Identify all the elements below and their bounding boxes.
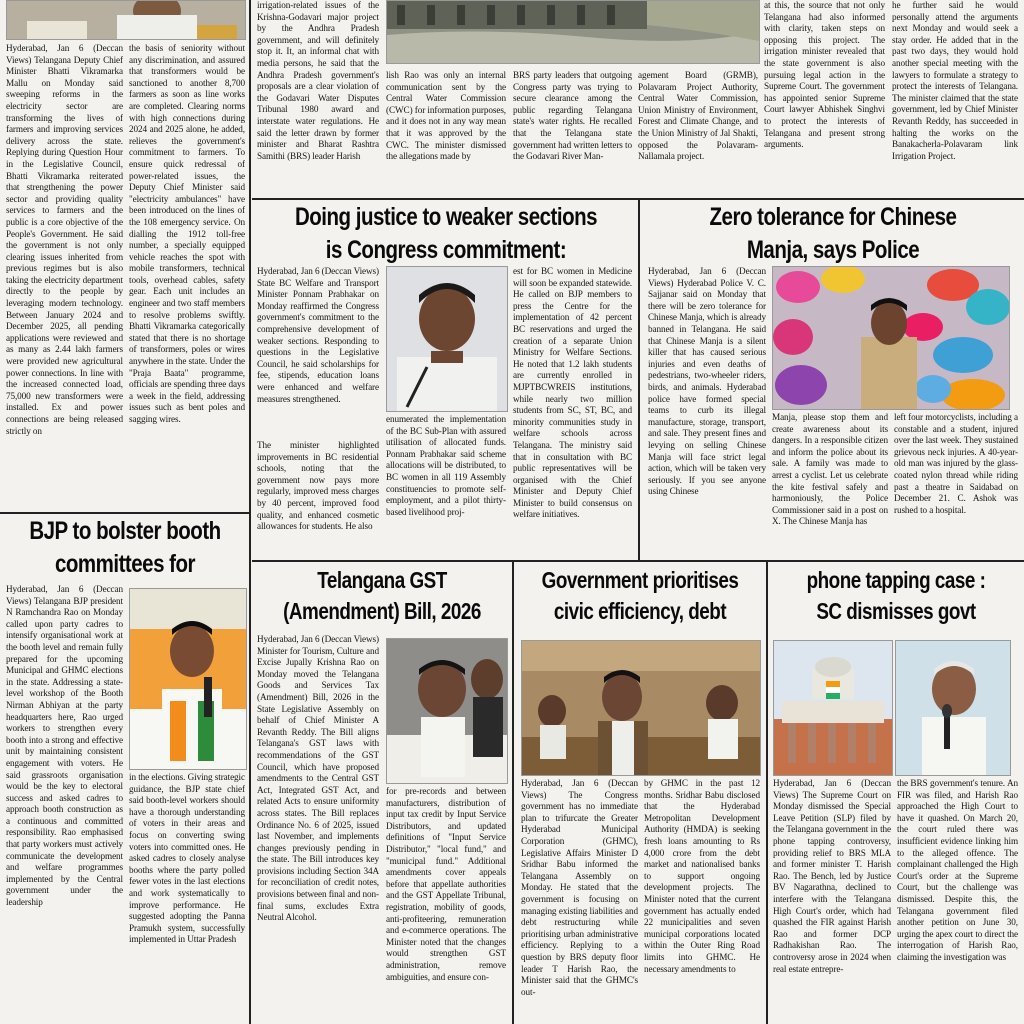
column-rule <box>638 200 640 560</box>
photo-dam-art <box>387 1 759 63</box>
manja-col-3: left four motorcyclists, including a constable and a student, injured over the last week. They sustained grievous neck injuries. A 40-year-old man was injured by the glass-coated nylon thread while riding past a theatre in Saidabad on December 21. C. Ashok was rushed to a hospital. <box>894 412 1018 515</box>
photo-minister-ponnam-art <box>387 267 507 411</box>
headline-ponnam: Doing justice to weaker sections is Congress commitment: <box>294 203 598 264</box>
headline-bjp: BJP to bolster booth committees for <box>29 517 221 578</box>
photo-dam <box>386 0 760 64</box>
bjp-col-2: in the elections. Giving strategic guidance, the BJP state chief said booth-level workers should have a thorough understanding of voters in their areas and focus on converting swing voters into committed ones. He asked cadres to closely analyse booths where the party polled fewer votes in the last elections and work systematically to improve performance. He suggested adopting the Panna Pramukh system, successfully implemented in Uttar Pradesh <box>129 772 245 945</box>
headline-manja: Zero tolerance for Chinese Manja, says Police <box>709 203 957 264</box>
photo-bjp-rao <box>129 588 247 770</box>
ponnam-col-1: Hyderabad, Jan 6 (Deccan Views) State BC Welfare and Transport Minister Ponnam Prabhakar on Monday reaffirmed the Congress government's commitment to the comprehensive development of weaker sections. Responding to questions in the Legislative Council, he said scholarships for fee, stipends, education loans were enhanced and welfare measures strengthened. <box>257 266 379 404</box>
water-story-col-3: irrigation-related issues of the Krishna-Godavari major project by the Andhra Pradesh government, and will definitely stop it. It, an informal chat with media persons, he said that the Andhra Pradesh government's proposals are a clear violation of the Godavari Water Disputes Tribunal 1980 award and interstate water regulations. He said the letter drawn by former minister and Bharat Rashtra Samithi (BRS) leader Harish <box>257 0 379 161</box>
column-rule <box>249 512 251 1024</box>
top-story-col-1: Hyderabad, Jan 6 (Deccan Views) Telangana Deputy Chief Minister Bhatti Vikramarka Mallu on Monday said sweeping reforms in the electricity sector are transforming the lives of farmers and improving services delivery across the state. Replying during Question Hour in the Legislative Council, Bhatti Vikramarka reiterated that strengthening the power sector and providing quality services to farmers and the public is a core objective of the People's Government. He said the government is not only clearing issues inherited from previous regimes but is also taking the electricity department directly to the people by leveraging modern technology. Between January 2024 and December 2025, all pending applications were reviewed and as many as 2.44 lakh farmers were provided new agricultural power connections. In line with the increased connected load, 75,000 new transformers were installed. Ex and power connections are being released strictly on <box>6 43 123 436</box>
water-story-col-4: lish Rao was only an internal communication sent by the Central Water Commission (CWC) for information purposes, and it does not in any way mean that it was approved by the CWC. The minister dismissed the allegations made by <box>386 70 506 162</box>
section-rule <box>252 560 1024 562</box>
column-rule <box>766 562 768 1024</box>
gst-col-2: for pre-records and between manufacturers, distribution of input tax credit by Input Service Distributors, and updated definitions of "Input Service Distributor," "local fund," and "municipal fund." Additional amendments cover appeals before that appellate authorities and the GST Appellate Tribunal, registration, mobility of goods, anti-profiteering, remuneration and e-commerce operations. The Minister noted that the changes would strengthen GST administration, remove ambiguities, and ensure con- <box>386 786 506 982</box>
photo-gst-minister <box>386 638 508 784</box>
photo-harish-rao <box>895 640 1011 776</box>
bjp-col-1: Hyderabad, Jan 6 (Deccan Views) Telangana BJP president N Ramchandra Rao on Monday called upon party cadres to intensify organisational work at the booth level and remain fully prepared for the upcoming Municipal and GHMC elections in the state. Addressing a state-level workshop of the Booth Nirman Abhiyan at the party headquarters here, Rao urged workers to strengthen every booth into a strong and effective unit by maintaining consistent engagement with voters. He said grassroots organisation would be the key to electoral success and asked cadres to approach booth construction as a continuous and committed responsibility. Rao emphasised that party workers must actively communicate the development and welfare programmes implemented by the Central government under the leadership <box>6 584 123 908</box>
column-rule <box>249 0 251 512</box>
column-rule <box>512 562 514 1024</box>
manja-col-2: Manja, please stop them and create awareness about its dangers. In a responsible citizen and inform the police about its sale. A family was made to arrest a cyclist. Let us celebrate the kite festival safely and harmoniously, the Police Commissioner said in a post on X. The Chinese Manja has <box>772 412 888 527</box>
civic-col-1: Hyderabad, Jan 6 (Deccan Views) The Congress government has no immediate plan to trifurcate the Greater Hyderabad Municipal Corporation (GHMC), Legislative Affairs Minister D Sridhar Babu informed the Telangana Assembly on Monday. He stated that the government is focusing on managing existing liabilities and debt restructuring while prioritising urban administrative efficiency. Replying to a question by BRS deputy floor leader T Harish Rao, the Minister said that the GHMC's out- <box>521 778 638 997</box>
top-story-col-2: the basis of seniority without any discrimination, and assured that transformers would be sanctioned to another 8,700 farmers as soon as line works are completed. Clearing norms with high connections during 2024 and 2025 alone, he added, relieves the government's commitment to farmers. To ensure quick redressal of power-related issues, the Deputy Chief Minister said "electricity ambulances" have been introduced on the lines of the 108 emergency service. On dialling the 1912 toll-free number, a specially equipped vehicle reaches the spot with mobile transformers, technical tools, overhead cables, safety gear. Each unit includes an engineer and two staff members to resolve problems swiftly. Bhatti Vikramarka categorically stated that there is no shortage of transformers, poles or wires anywhere in the state. Under the "Praja Baata" programme, officials are spending three days a week in the field, addressing issues such as bent poles and sagging wires. <box>129 43 245 424</box>
ponnam-col-2: est for BC women in Medicine will soon be expanded statewide. He called on BJP members to press the Centre for the implementation of 42 percent BC reservations and urged the creation of a separate Union Ministry for Welfare Sections. He noted that 1.2 lakh students are currently enrolled in MJPTBCWREIS institutions, while nearly two million students from SC, ST, BC, and minority communities study in welfare schools across Telangana. The ministry said that in consultation with BC public representatives will be organised with the Chief Minister and Deputy Chief Minister to build consensus on welfare initiatives. <box>513 266 632 520</box>
ponnam-col-3: The minister highlighted improvements in BC residential schools, noting that the government now pays more regularly, improved mess charges by 40 percent, improved food quality, and enhanced cosmetic allowances for students. He also <box>257 440 379 532</box>
photo-minister-ponnam <box>386 266 508 412</box>
photo-gst-minister-art <box>387 639 507 783</box>
phone-col-2: the BRS government's tenure. An FIR was filed, and Harish Rao approached the High Court to have it quashed. On March 20, the court ruled there was insufficient evidence linking him to the alleged offence. The complainant challenged the High Court's order at the Supreme Court, but the challenge was dismissed. Despite this, the Telangana government filed another petition on June 30, urging the apex court to direct the interrogation of Harish Rao, claiming the investigation was <box>897 778 1018 962</box>
section-rule <box>0 512 250 514</box>
headline-phone-tapping: phone tapping case : SC dismisses govt <box>806 567 986 624</box>
manja-col-1: Hyderabad, Jan 6 (Deccan Views) Hyderabad Police V. C. Sajjanar said on Monday that there will be zero tolerance for Chinese Manja, which is already banned in Telangana. He said that Chinese Manja is a silent killer that has caused serious injuries and even deaths of pedestrians, two-wheeler riders, birds, and animals. Hyderabad police have formed special teams to curb its illegal manufacture, storage, transport, and sale. They present fines and levying on selling Chinese Manja will face strict legal action, which will be taken very seriously. If you see anyone using Chinese <box>648 266 766 497</box>
photo-sridhar-babu <box>521 640 761 776</box>
photo-kites-commissioner <box>772 266 1010 410</box>
water-story-col-7: at this, the source that not only Telangana had also informed with clarity, taken steps on opposing this project. The irrigation minister revealed that the state government is also pursuing legal action in the Supreme Court. The government has appointed senior Supreme Court lawyer Abhishek Singhvi to protect the interests of Telangana and present strong arguments. <box>764 0 885 150</box>
photo-assembly-art <box>522 641 760 775</box>
headline-civic: Government prioritises civic efficiency, debt <box>541 567 739 624</box>
photo-supreme-court-art <box>774 641 892 775</box>
ponnam-col-4: enumerated the implementation of the BC Sub-Plan with assured utilisation of allocated funds. Ponnam Prabhakar said scheme allocations will be distributed, to BC women in all 119 Assembly constituencies to promote self-employment, and a pilot thirty-based livelihood proj- <box>386 414 506 517</box>
phone-col-1: Hyderabad, Jan 6 (Deccan Views) The Supreme Court on Monday dismissed the Special Leave Petition (SLP) filed by the Telangana government in the phone tapping controversy, providing relief to BRS MLA and former minister T. Harish Rao. The Bench, led by Justice BV Nagarathna, declined to interfere with the Telangana High Court's order, which had quashed the FIR against Harish Rao and former DCP Radhakishan Rao. The controversy arose in 2024 when real estate entrepre- <box>773 778 891 974</box>
photo-bjp-rao-art <box>130 589 246 769</box>
water-story-col-8: he further said he would personally attend the arguments next Monday and would seek a stay order. He added that in the past two days, they would hold another special meeting with the lawyers to formulate a strategy to protect the interests of Telangana. The minister claimed that the state government, led by Chief Minister Revanth Reddy, has succeeded in halting the works on the Banakacherla-Polavaram link Irrigation Project. <box>892 0 1018 161</box>
photo-deputy-cm <box>6 0 246 40</box>
civic-col-2: by GHMC in the past 12 months. Sridhar Babu disclosed that the Hyderabad Metropolitan Development Authority (HMDA) is seeking fresh loans amounting to Rs 4,000 crore from the debt market and nationalised banks to support ongoing development projects. The Minister noted that the current government has actually ended 22 municipalities and seven municipal corporations located within the Outer Ring Road limits into GHMC. He necessary amendments to <box>644 778 760 974</box>
photo-kites-art <box>773 267 1009 409</box>
water-story-col-6: agement Board (GRMB), Polavaram Project Authority, Central Water Commission, Union Ministry of Environment, Forest and Climate Change, and the Union Ministry of Jal Shakti, opposed the Polavaram-Nallamala project. <box>638 70 758 162</box>
photo-deputy-cm-art <box>7 1 245 39</box>
photo-harish-rao-art <box>896 641 1010 775</box>
water-story-col-5: BRS party leaders that outgoing Congress party was trying to secure clearance among the public regarding Telangana state's water rights. He recalled that the Telangana state government had written letters to the Godavari River Man- <box>513 70 632 162</box>
headline-gst: Telangana GST (Amendment) Bill, 2026 <box>283 567 481 624</box>
photo-supreme-court <box>773 640 893 776</box>
gst-col-1: Hyderabad, Jan 6 (Deccan Views) Minister for Tourism, Culture and Excise Jupally Krishna Rao on Monday moved the Telangana Goods and Services Tax (Amendment) Bill, 2026 in the State Legislative Assembly on behalf of Chief Minister A Revanth Reddy. The Bill aligns Telangana's GST laws with recommendations of the GST Council, which have proposed amendments to the Central GST Act, Integrated GST Act, and related Acts to ensure uniformity across states. The Bill replaces Ordinance No. 6 of 2025, issued last November, and implements changes previously pending in the state. The Bill introduces key provisions including Section 34A for reconciliation of credit notes, provisions between final and non-final sums, excludes Extra Neutral Alcohol. <box>257 634 379 923</box>
